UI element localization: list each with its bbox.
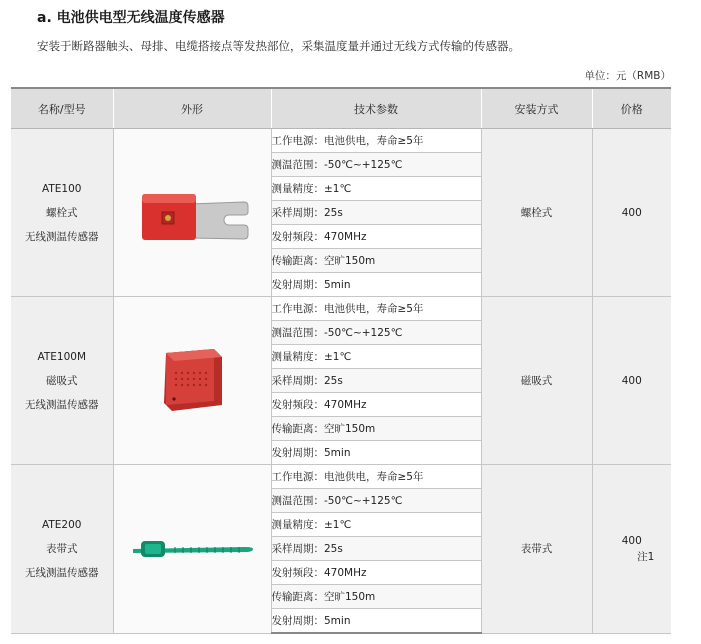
install-cell: 螺栓式 bbox=[481, 129, 592, 297]
product-image-cell bbox=[113, 297, 271, 465]
param-cell: 工作电源：电池供电，寿命≥5年 bbox=[271, 465, 481, 489]
magnetic-sensor-image bbox=[152, 343, 232, 419]
header-params: 技术参数 bbox=[271, 88, 481, 129]
price-value: 400 bbox=[621, 534, 642, 547]
param-cell: 采样周期：25s bbox=[271, 369, 481, 393]
param-cell: 发射周期：5min bbox=[271, 441, 481, 465]
install-cell: 磁吸式 bbox=[481, 297, 592, 465]
header-appearance: 外形 bbox=[113, 88, 271, 129]
param-cell: 传输距离：空旷150m bbox=[271, 249, 481, 273]
table-row bbox=[11, 465, 671, 489]
model-type: 螺栓式 bbox=[46, 206, 78, 219]
product-table bbox=[11, 87, 671, 634]
header-price: 价格 bbox=[592, 88, 671, 129]
header-install: 安装方式 bbox=[481, 88, 592, 129]
header-model: 名称/型号 bbox=[11, 88, 113, 129]
price-cell bbox=[592, 129, 671, 297]
model-cell bbox=[11, 297, 113, 465]
param-cell: 发射频段：470MHz bbox=[271, 561, 481, 585]
param-cell: 测温范围：-50℃~+125℃ bbox=[271, 321, 481, 345]
section-intro: 安装于断路器触头、母排、电缆搭接点等发热部位，采集温度量并通过无线方式传输的传感器。 bbox=[37, 39, 520, 53]
price-value: 400 bbox=[621, 374, 642, 387]
param-cell: 测量精度：±1℃ bbox=[271, 177, 481, 201]
install-cell: 表带式 bbox=[481, 465, 592, 634]
model-desc: 无线测温传感器 bbox=[25, 230, 99, 243]
section-heading: a. 电池供电型无线温度传感器 bbox=[37, 10, 225, 26]
model-code: ATE200 bbox=[42, 518, 82, 531]
table-row bbox=[11, 129, 671, 153]
price-note: 注1 bbox=[637, 550, 655, 563]
price-value: 400 bbox=[621, 206, 642, 219]
param-cell: 测量精度：±1℃ bbox=[271, 513, 481, 537]
param-cell: 发射周期：5min bbox=[271, 273, 481, 297]
param-cell: 传输距离：空旷150m bbox=[271, 585, 481, 609]
param-cell: 发射频段：470MHz bbox=[271, 393, 481, 417]
table-row bbox=[11, 297, 671, 321]
model-code: ATE100 bbox=[42, 182, 82, 195]
param-cell: 工作电源：电池供电，寿命≥5年 bbox=[271, 129, 481, 153]
bolt-sensor-image bbox=[132, 178, 252, 248]
param-cell: 测温范围：-50℃~+125℃ bbox=[271, 153, 481, 177]
model-type: 表带式 bbox=[46, 542, 78, 555]
product-image-cell bbox=[113, 129, 271, 297]
model-cell bbox=[11, 465, 113, 634]
model-desc: 无线测温传感器 bbox=[25, 566, 99, 579]
param-cell: 测量精度：±1℃ bbox=[271, 345, 481, 369]
param-cell: 发射频段：470MHz bbox=[271, 225, 481, 249]
price-cell bbox=[592, 465, 671, 634]
param-cell: 测温范围：-50℃~+125℃ bbox=[271, 489, 481, 513]
param-cell: 工作电源：电池供电，寿命≥5年 bbox=[271, 297, 481, 321]
param-cell: 采样周期：25s bbox=[271, 537, 481, 561]
product-image-cell bbox=[113, 465, 271, 634]
param-cell: 传输距离：空旷150m bbox=[271, 417, 481, 441]
model-desc: 无线测温传感器 bbox=[25, 398, 99, 411]
price-cell bbox=[592, 297, 671, 465]
table-header-row bbox=[11, 88, 671, 129]
model-cell bbox=[11, 129, 113, 297]
model-type: 磁吸式 bbox=[46, 374, 78, 387]
strap-sensor-image bbox=[127, 536, 257, 562]
currency-unit: 单位：元（RMB） bbox=[584, 70, 671, 82]
param-cell: 发射周期：5min bbox=[271, 609, 481, 634]
param-cell: 采样周期：25s bbox=[271, 201, 481, 225]
model-code: ATE100M bbox=[37, 350, 87, 363]
